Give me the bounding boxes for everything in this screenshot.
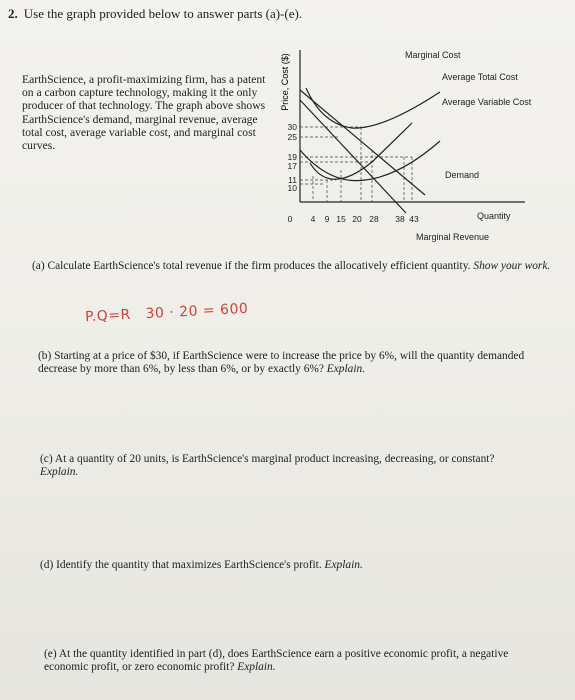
part-b-instruction: Explain.	[326, 363, 366, 376]
y-tick-10: 10	[287, 183, 297, 193]
y-tick-11: 11	[288, 175, 297, 185]
part-a	[32, 260, 552, 273]
average-variable-cost-label: Average Variable Cost	[442, 97, 532, 107]
part-e	[44, 648, 554, 675]
part-b-text: (b) Starting at a price of $30, if EarthScience were to increase the price by 6%, will the quantity demanded decrease by more than 6%, by less than 6%, or by exactly 6%?	[38, 350, 525, 376]
demand-label: Demand	[445, 170, 480, 180]
part-e-text: (e) At the quantity identified in part (d), does EarthScience earn a positive economic profit, a negative economic profit, or zero economic profit?	[44, 648, 509, 674]
marginal-revenue-label: Marginal Revenue	[416, 232, 490, 242]
x-tick-15: 15	[336, 214, 346, 224]
x-axis-label: Quantity	[477, 211, 511, 221]
economics-graph	[270, 40, 570, 260]
y-tick-25: 25	[287, 132, 297, 142]
marginal-cost-label: Marginal Cost	[405, 50, 461, 60]
y-tick-19: 19	[287, 152, 297, 162]
y-axis-label: Price, Cost ($)	[280, 53, 290, 111]
x-tick-38: 38	[395, 214, 405, 224]
question-number: 2.	[8, 6, 18, 21]
part-b	[38, 350, 538, 377]
x-tick-9: 9	[324, 214, 330, 224]
part-e-instruction: Explain.	[237, 661, 276, 674]
x-tick-0: 0	[287, 214, 293, 224]
y-tick-17: 17	[287, 161, 297, 171]
question-header	[8, 6, 302, 22]
x-tick-43: 43	[409, 214, 419, 224]
demand-curve	[300, 90, 425, 195]
average-total-cost-curve	[306, 88, 440, 128]
average-total-cost-label: Average Total Cost	[442, 72, 518, 82]
part-d	[40, 559, 535, 572]
passage-text: EarthScience, a profit-maximizing firm, has a patent on a carbon capture technology, making it the only producer of that technology. The graph above shows EarthScience's demand, marginal revenue, average total cost, average variable cost, and marginal cost curves.	[22, 73, 266, 153]
handwritten-calculation: 30 · 20 = 600	[145, 300, 249, 323]
handwritten-formula: P.Q=R	[84, 306, 132, 326]
part-c-text: (c) At a quantity of 20 units, is EarthScience's marginal product increasing, decreasing, or constant?	[40, 453, 495, 465]
part-a-instruction: Show your work.	[473, 260, 551, 272]
part-c	[40, 453, 535, 480]
question-prompt: Use the graph provided below to answer parts (a)-(e).	[23, 6, 303, 21]
marginal-revenue-curve	[300, 100, 406, 213]
reference-lines	[300, 127, 412, 202]
part-d-text: (d) Identify the quantity that maximizes EarthScience's profit.	[40, 559, 322, 571]
x-tick-20: 20	[352, 214, 362, 224]
part-c-instruction: Explain.	[40, 466, 79, 479]
handwritten-answer-a	[85, 301, 249, 326]
y-tick-30: 30	[287, 122, 297, 132]
part-d-instruction: Explain.	[324, 559, 363, 571]
x-tick-4: 4	[310, 214, 316, 224]
x-tick-28: 28	[369, 214, 379, 224]
part-a-text: (a) Calculate EarthScience's total revenue if the firm produces the allocatively efficient quantity.	[32, 260, 471, 272]
